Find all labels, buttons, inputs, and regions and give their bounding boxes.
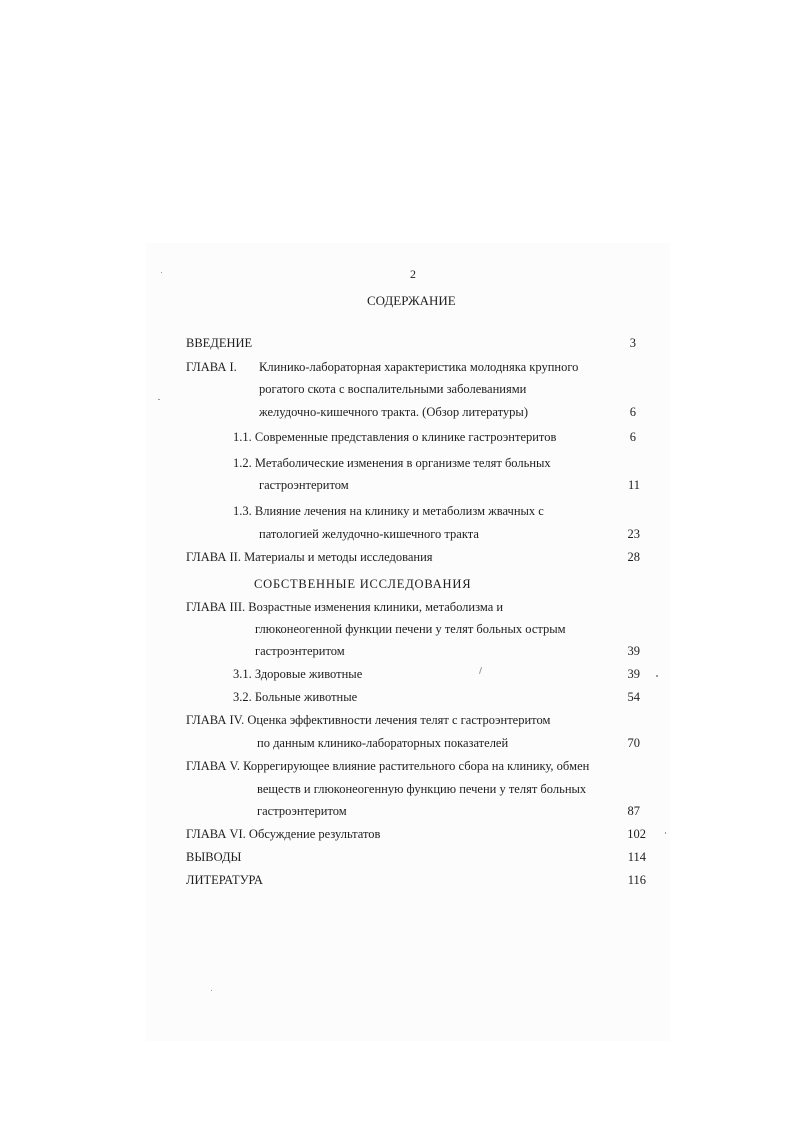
toc-ch1-page: 6 [629, 405, 636, 419]
toc-ch5-line: гастроэнтеритом [257, 804, 347, 818]
toc-literature-page: 116 [627, 873, 646, 887]
toc-ch4-line: ГЛАВА IV. Оценка эффективности лечения телят с гастроэнтеритом [186, 713, 551, 727]
toc-conclusions-page: 114 [627, 850, 646, 864]
toc-s13-line: патологией желудочно-кишечного тракта [259, 527, 479, 541]
scan-speck [665, 832, 666, 834]
toc-s32: 3.2. Больные животные [233, 690, 358, 704]
toc-s31: 3.1. Здоровые животные [233, 667, 363, 681]
toc-intro-page: 3 [629, 336, 636, 350]
toc-ch1-line: рогатого скота с воспалительными заболеваниями [259, 382, 527, 396]
toc-s13-page: 23 [627, 527, 640, 541]
scan-speck [161, 272, 162, 273]
toc-ch3-line: гастроэнтеритом [255, 644, 345, 658]
toc-s32-page: 54 [627, 690, 640, 704]
toc-ch5-page: 87 [627, 804, 640, 818]
toc-s11-page: 6 [629, 430, 636, 444]
scan-speck [656, 675, 658, 677]
page-number: 2 [410, 267, 416, 281]
scan-speck [211, 990, 212, 991]
toc-s13-line: 1.3. Влияние лечения на клинику и метаболизм жвачных с [233, 504, 544, 518]
page-title: СОДЕРЖАНИЕ [367, 293, 456, 308]
toc-ch1-label: ГЛАВА I. [186, 360, 237, 374]
toc-ch3-line: ГЛАВА III. Возрастные изменения клиники, метаболизма и [186, 600, 504, 614]
scan-speck [158, 399, 160, 400]
section-heading: СОБСТВЕННЫЕ ИССЛЕДОВАНИЯ [254, 577, 472, 591]
toc-ch5-line: веществ и глюконеогенную функцию печени у телят больных [257, 782, 587, 796]
toc-ch4-page: 70 [627, 736, 640, 750]
toc-intro: ВВЕДЕНИЕ [186, 336, 253, 350]
toc-conclusions: ВЫВОДЫ [186, 850, 242, 864]
toc-s12-line: 1.2. Метаболические изменения в организме телят больных [233, 456, 551, 470]
toc-s12-page: 11 [627, 478, 640, 492]
toc-ch3-line: глюконеогенной функции печени у телят больных острым [255, 622, 566, 636]
toc-s12-line: гастроэнтеритом [259, 478, 349, 492]
toc-ch3-page: 39 [627, 644, 640, 658]
toc-ch6-page: 102 [627, 827, 646, 841]
toc-literature: ЛИТЕРАТУРА [186, 873, 263, 887]
toc-s11: 1.1. Современные представления о клинике гастроэнтеритов [233, 430, 557, 444]
toc-ch5-line: ГЛАВА V. Коррегирующее влияние растительного сбора на клинику, обмен [186, 759, 590, 773]
toc-ch2: ГЛАВА II. Материалы и методы исследования [186, 550, 433, 564]
toc-ch1-line: Клинико-лабораторная характеристика молодняка крупного [259, 360, 579, 374]
toc-s31-page: 39 [627, 667, 640, 681]
toc-ch4-line: по данным клинико-лабораторных показателей [257, 736, 509, 750]
toc-ch1-line: желудочно-кишечного тракта. (Обзор литературы) [259, 405, 528, 419]
toc-ch2-page: 28 [627, 550, 640, 564]
toc-ch6: ГЛАВА VI. Обсуждение результатов [186, 827, 381, 841]
